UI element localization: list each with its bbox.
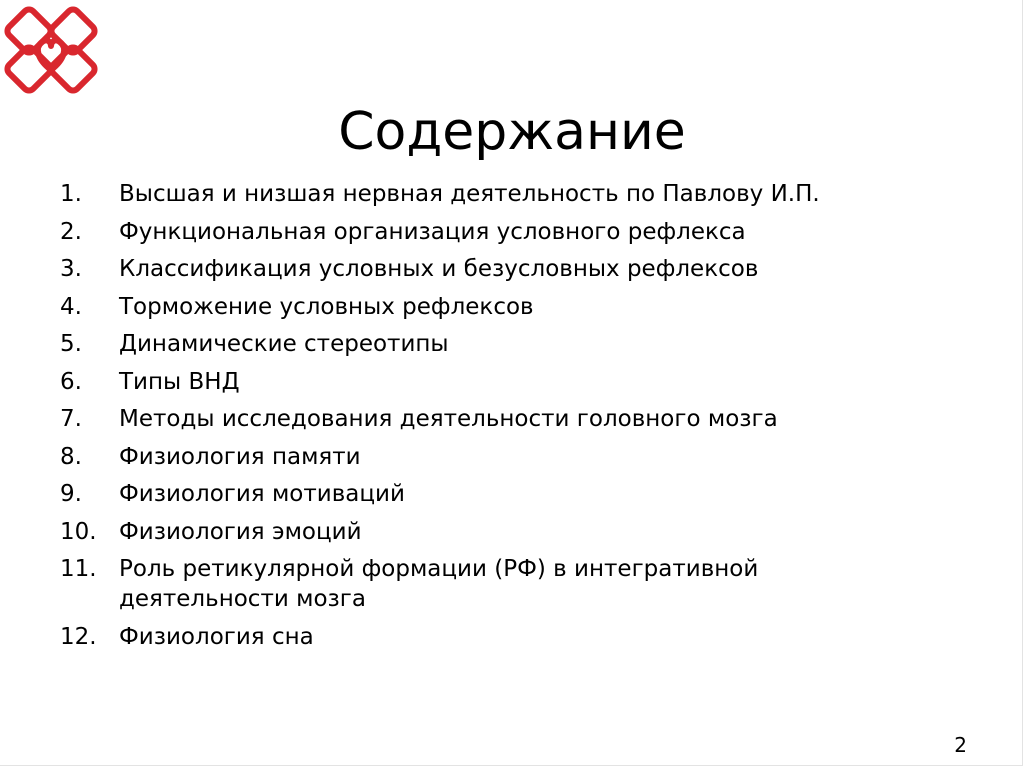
list-item-text: Торможение условных рефлексов (119, 293, 534, 320)
list-item-text: Физиология памяти (119, 443, 361, 470)
list-item-number: 8. (60, 443, 82, 470)
list-item-number: 11. (60, 556, 97, 582)
list-item-text: Динамические стереотипы (119, 331, 449, 357)
list-item (60, 254, 960, 284)
list-item-text: Физиология мотиваций (119, 481, 405, 507)
list-item (60, 442, 960, 472)
list-item-number: 9. (60, 481, 82, 507)
contents-list (60, 179, 960, 659)
list-item (60, 404, 960, 434)
list-item-number: 1. (60, 181, 82, 207)
list-item-number: 12. (60, 623, 97, 650)
page-number: 2 (954, 733, 967, 757)
list-item-number: 2. (60, 218, 82, 245)
list-item-number: 3. (60, 256, 82, 282)
list-item (60, 367, 960, 397)
list-item (60, 217, 960, 247)
slide-title: Содержание (338, 101, 686, 162)
list-item-text: Роль ретикулярной формации (РФ) в интегративной деятельности мозга (119, 556, 759, 612)
list-item-number: 5. (60, 331, 82, 357)
list-item-text: Классификация условных и безусловных рефлексов (119, 256, 759, 282)
list-item-text: Физиология сна (119, 623, 314, 650)
list-item (60, 292, 960, 322)
list-item-number: 10. (60, 518, 97, 545)
list-item (60, 479, 960, 509)
list-item-number: 6. (60, 368, 82, 395)
list-item-text: Высшая и низшая нервная деятельность по Павлову И.П. (119, 181, 820, 207)
list-item-text: Функциональная организация условного рефлекса (119, 218, 746, 245)
list-item-text: Типы ВНД (119, 368, 240, 395)
list-item-text: Методы исследования деятельности головного мозга (119, 406, 778, 432)
list-item (60, 329, 960, 359)
heart-knot-logo-icon (2, 4, 100, 96)
list-item (60, 554, 839, 614)
list-item-text: Физиология эмоций (119, 518, 362, 545)
list-item-number: 7. (60, 406, 82, 432)
list-item-number: 4. (60, 293, 82, 320)
list-item (60, 517, 960, 547)
list-item (60, 622, 960, 652)
list-item (60, 179, 960, 209)
